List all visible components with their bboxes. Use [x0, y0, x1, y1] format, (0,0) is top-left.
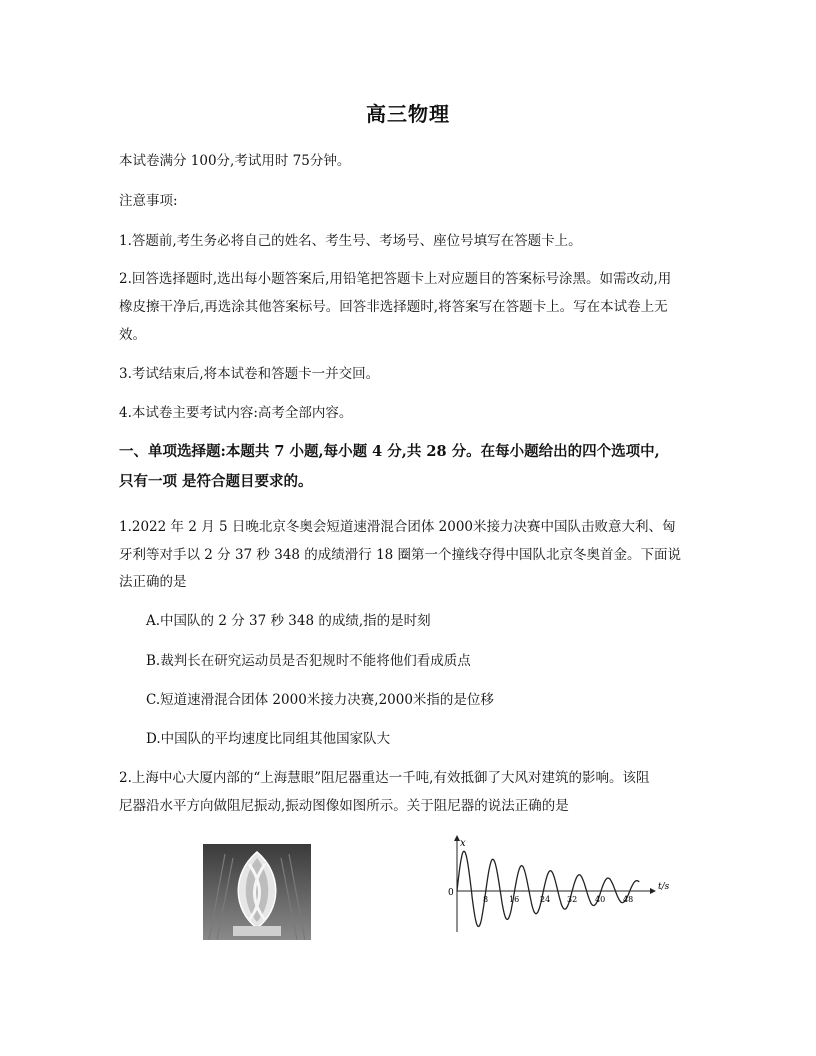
note-4: 4.本试卷主要考试内容:高考全部内容。	[119, 405, 353, 421]
section-heading: 一、单项选择题:本题共 7 小题,每小题 4 分,共 28 分。在每小题给出的四个选项中,	[119, 443, 660, 460]
question-2-stem: 2.上海中心大厦内部的“上海慧眼”阻尼器重达一千吨,有效抵御了大风对建筑的影响。该阻	[119, 770, 650, 786]
tick-label: 32	[567, 895, 578, 904]
damper-photo	[203, 844, 311, 940]
intro-text: 本试卷满分 100分,考试用时 75分钟。	[119, 153, 351, 169]
page-title: 高三物理	[366, 102, 450, 126]
note-2-cont: 效。	[119, 327, 146, 343]
question-1-stem-cont: 牙利等对手以 2 分 37 秒 348 的成绩滑行 18 圈第一个撞线夺得中国队北京冬奥首金。下面说	[119, 547, 682, 563]
notice-heading: 注意事项:	[119, 193, 178, 209]
question-1-stem: 1.2022 年 2 月 5 日晚北京冬奥会短道速滑混合团体 2000米接力决赛中国队击败意大利、匈	[119, 519, 676, 535]
note-2-cont: 橡皮擦干净后,再选涂其他答案标号。回答非选择题时,将答案写在答题卡上。写在本试卷上无	[119, 299, 668, 315]
note-3: 3.考试结束后,将本试卷和答题卡一并交回。	[119, 366, 380, 382]
q1-option-c: C.短道速滑混合团体 2000米接力决赛,2000米指的是位移	[146, 692, 494, 708]
q1-option-d: D.中国队的平均速度比同组其他国家队大	[146, 731, 391, 747]
question-1-stem-cont: 法正确的是	[119, 574, 187, 590]
origin-label: 0	[448, 888, 454, 898]
tick-label: 16	[509, 895, 520, 904]
note-2: 2.回答选择题时,选出每小题答案后,用铅笔把答题卡上对应题目的答案标号涂黑。如需改动,用	[119, 271, 672, 287]
y-axis-label: x	[460, 838, 466, 849]
section-heading-cont: 只有一项 是符合题目要求的。	[119, 473, 313, 490]
q1-option-b: B.裁判长在研究运动员是否犯规时不能将他们看成质点	[146, 653, 471, 669]
vibration-graph	[440, 832, 690, 936]
tick-label: 24	[540, 895, 551, 904]
tick-label: 48	[623, 895, 634, 904]
question-2-stem-cont: 尼器沿水平方向做阻尼振动,振动图像如图所示。关于阻尼器的说法正确的是	[119, 798, 569, 814]
x-axis-label: t/s	[658, 882, 670, 892]
oscillation-curve	[457, 851, 639, 926]
tick-label: 40	[595, 895, 606, 904]
note-1: 1.答题前,考生务必将自己的姓名、考生号、考场号、座位号填写在答题卡上。	[119, 233, 582, 249]
tick-label: 8	[483, 895, 489, 904]
q1-option-a: A.中国队的 2 分 37 秒 348 的成绩,指的是时刻	[146, 613, 431, 629]
